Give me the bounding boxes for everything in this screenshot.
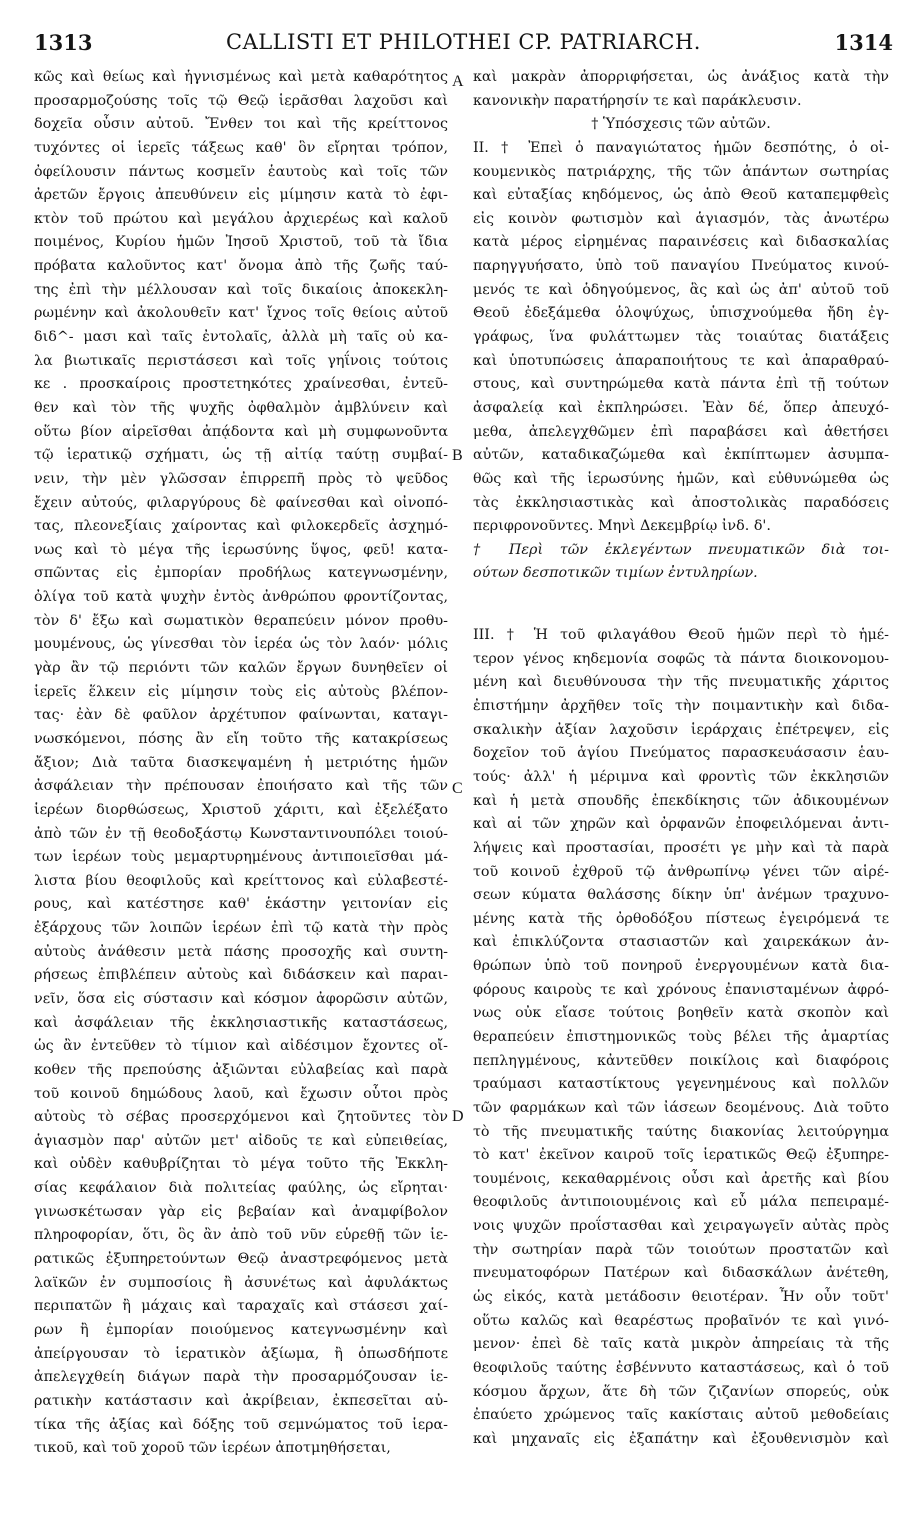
heading-line: † Περὶ τῶν ἐκλεγέντων πνευματικῶν διὰ τοι-: [473, 541, 889, 558]
text-line: φόρους καιροὺς τε καὶ χρόνους ἐπανισταμένων ἀφρό-: [473, 981, 889, 998]
text-line: τας, πλεονεξίαις χαίροντας καὶ φιλοκερδεῖς ἀσχημό-: [34, 518, 448, 535]
text-line: τοῦ κοινοῦ ἐχθροῦ τῷ ἀνθρωπίνῳ γένει τῶν αἱρέ-: [473, 863, 889, 880]
text-line: μουμένους, ὡς γίνεσθαι τὸν ἱερέα ὡς τὸν λαόν· μόλις: [34, 636, 448, 653]
text-line: ἱερεῖς ἕλκειν εἰς μίμησιν τοὺς εἰς αὐτοὺς βλέπον-: [34, 683, 448, 700]
text-line: πρόβατα καλοῦντος κατ' ὄνομα ἀπὸ τῆς ζωῆς ταύ-: [34, 258, 448, 275]
text-line: τῶν φαρμάκων καὶ τῶν ἰάσεων δεομένους. Διὰ τοῦτο: [473, 1099, 889, 1116]
text-line: σκαλικὴν ἀξίαν λαχοῦσιν ἱεράρχαις ἐπέτρεψεν, εἰς: [473, 721, 889, 738]
text-line: τίκα τῆς ἀξίας καὶ δόξης τοῦ σεμνώματος τοῦ ἱερα-: [34, 1416, 448, 1433]
text-line: ποιμένος, Κυρίου ἡμῶν Ἰησοῦ Χριστοῦ, τοῦ τὰ ἴδια: [34, 234, 448, 251]
page-number-left: 1313: [34, 30, 93, 55]
text-line: καὶ ἀσφάλειαν τῆς ἐκκλησιαστικῆς καταστάσεως,: [34, 1014, 448, 1031]
text-line: ἀπὸ τῶν ἐν τῇ θεοδοξάστῳ Κωνσταντινουπόλει τοιού-: [34, 825, 448, 842]
text-line: κόσμου ἄρχων, ἅτε δὴ τῶν ζιζανίων σπορεύς, οὐκ: [473, 1383, 889, 1400]
text-line: καὶ ἡ μετὰ σπουδῆς ἐπεκδίκησις τῶν ἀδικουμένων: [473, 792, 889, 809]
margin-marker-a: A: [452, 73, 464, 90]
text-line: Θεοῦ ἐδεξάμεθα ὁλοψύχως, ὑπισχνούμεθα ἤδη ἐγ-: [473, 305, 889, 322]
text-line: νωσκόμενοι, πόσης ἂν εἴη τοῦτο τῆς κατακρίσεως: [34, 730, 448, 747]
text-line: γράφως, ἵνα φυλάττωμεν τὰς τοιαύτας διατάξεις: [473, 329, 889, 346]
text-line: τυχόντες οἱ ἱερεῖς τάξεως καθ' ὃν εἴρηται τρόπον,: [34, 139, 448, 156]
text-line: ἁγιασμὸν παρ' αὐτῶν μετ' αἰδοῦς τε καὶ εὐπειθείας,: [34, 1132, 448, 1149]
text-line: κτὸν τοῦ πρώτου καὶ μεγάλου ἀρχιερέως καὶ καλοῦ: [34, 210, 448, 227]
text-line: νοις ψυχῶν προΐστασθαι καὶ χειραγωγεῖν αὐτὰς πρὸς: [473, 1218, 889, 1235]
text-line: ἄξιον; Διὰ ταῦτα διασκεψαμένη ἡ μετριότης ἡμῶν: [34, 754, 448, 771]
text-line: ρωμένην καὶ ἀκολουθεῖν κατ' ἴχνος τοῖς θείοις αὐτοῦ: [34, 305, 448, 322]
right-intro: [473, 66, 889, 113]
text-line: σπῶντας εἰς ἐμπορίαν προδήλως κατεγνωσμένην,: [34, 565, 448, 582]
text-line: ἀρετῶν ἔργοις ἀπευθύνειν εἰς μίμησιν κατὰ τὸ ἐφι-: [34, 187, 448, 204]
text-line: ἀσφάλειαν τὴν πρέπουσαν ἐποιήσατο καὶ τῆς τῶν: [34, 778, 448, 795]
text-line: ρων ἢ ἐμπορίαν ποιούμενος κατεγνωσμένην καὶ: [34, 1321, 448, 1338]
text-line: θεοφιλοῦς ταύτης ἐσβέννυτο καταστάσεως, καὶ ὁ τοῦ: [473, 1359, 889, 1376]
text-line: σεων κύματα θαλάσσης δίκην ὑπ' ἀνέμων τραχυνο-: [473, 887, 889, 904]
text-line: δοχεῖον τοῦ ἁγίου Πνεύματος παρασκευάσασιν ἑαυ-: [473, 745, 889, 762]
text-line: μενον· ἐπεὶ δὲ ταῖς κατὰ μικρὸν ἀπηρείαις τὰ τῆς: [473, 1336, 889, 1353]
text-line: θρώπων ὑπὸ τοῦ πονηροῦ ἐνεργουμένων κατὰ δια-: [473, 958, 889, 975]
text-line: ρατικῶς ἐξυπηρετούντων Θεῷ ἀναστρεφόμενος μετὰ: [34, 1251, 448, 1268]
text-line: δοχεῖα οὖσιν αὐτοῦ. Ἔνθεν τοι καὶ τῆς κρείττονος: [34, 116, 448, 133]
text-line: ἐπαύετο χρώμενος ταῖς κακίσταις αὐτοῦ μεθοδείαις: [473, 1407, 889, 1424]
text-line: προσαρμοζούσης τοῖς τῷ Θεῷ ἱερᾶσθαι λαχοῦσι καὶ: [34, 92, 448, 109]
text-line: ρατικὴν κατάστασιν καὶ ἀκρίβειαν, ἐκπεσεῖται αὐ-: [34, 1392, 448, 1409]
text-line: ρήσεως ἐπιβλέπειν αὐτοὺς καὶ διδάσκειν καὶ παραι-: [34, 967, 448, 984]
text-line: οὕτω βίον αἱρεῖσθαι ἀπᾴδοντα καὶ μὴ συμφωνοῦντα: [34, 423, 448, 440]
text-line: κουμενικὸς πατριάρχης, τῆς τῶν ἁπάντων σωτηρίας: [473, 163, 889, 180]
text-line: μένης κατὰ τῆς ὀρθοδόξου πίστεως ἐγειρόμενά τε: [473, 910, 889, 927]
text-line: νως οὐκ εἴασε τούτοις βοηθεῖν κατὰ σκοπὸν καὶ: [473, 1005, 889, 1022]
text-line: τας· ἐὰν δὲ φαῦλον ἀρχέτυπον φαίνωνται, καταγι-: [34, 707, 448, 724]
text-line: ὀλίγα τοῦ κατὰ ψυχὴν ἐντὸς ἀνθρώπου φροντίζοντας,: [34, 589, 448, 606]
text-line: οὕτω καλῶς καὶ θεαρέστως προβαῖνόν τε καὶ γινό-: [473, 1312, 889, 1329]
text-line: ἀσφαλείᾳ καὶ ἐκπληρώσει. Ἐὰν δέ, ὅπερ ἀπευχό-: [473, 399, 889, 416]
text-line: ὡς ἂν ἐντεῦθεν τὸ τίμιον καὶ αἰδέσιμον ἔχοντες οἴ-: [34, 1038, 448, 1055]
text-line: πεπληγμένους, κἀντεῦθεν ποικίλοις καὶ διαφόροις: [473, 1052, 889, 1069]
text-line: ὀφείλουσιν πάντως κοσμεῖν ἑαυτοὺς καὶ τοῖς τῶν: [34, 163, 448, 180]
left-column: [34, 66, 448, 1461]
text-line: τὸ κατ' ἐκεῖνον καιροῦ τοῖς ἱερατικῶς Θεῷ ἐξυπηρε-: [473, 1147, 889, 1164]
text-line: καὶ μακρὰν ἀπορριφήσεται, ὡς ἀνάξιος κατὰ τὴν: [473, 69, 889, 85]
text-line: κῶς καὶ θείως καὶ ἡγνισμένως καὶ μετὰ καθαρότητος: [34, 69, 448, 85]
margin-marker-d: D: [452, 1108, 464, 1125]
text-line: καὶ αἱ τῶν χηρῶν καὶ ὀρφανῶν ἐποφειλόμεναι ἀντι-: [473, 816, 889, 833]
text-line: κε . προσκαίροις προστετηκότες χραίνεσθαι, ἐντεῦ-: [34, 376, 448, 393]
text-line: των ἱερέων τοὺς μεμαρτυρημένους ἀντιποιεῖσθαι μά-: [34, 849, 448, 866]
text-line: ἀπείργουσαν τὸ ἱερατικὸν ἀξίωμα, ἢ ὁπωσδήποτε: [34, 1345, 448, 1362]
text-line: κοθεν τῆς πρεπούσης ἀξιῶνται εὐλαβείας καὶ παρὰ: [34, 1061, 448, 1078]
text-line: τοῦ κοινοῦ δημώδους λαοῦ, καὶ ἔχωσιν οὗτοι πρὸς: [34, 1085, 448, 1102]
text-line: πληροφορίαν, ὅτι, ὃς ἂν ἀπὸ τοῦ νῦν εὑρεθῇ τῶν ἱε-: [34, 1227, 448, 1244]
text-line: ἱερέων διορθώσεως, Χριστοῦ χάριτι, καὶ ἐξελέξατο: [34, 801, 448, 818]
text-line: III. † Ἡ τοῦ φιλαγάθου Θεοῦ ἡμῶν περὶ τὸ ἡμέ-: [473, 627, 889, 644]
text-line: τὰς ἐκκλησιαστικὰς καὶ ἀποστολικὰς παραδόσεις: [473, 494, 889, 511]
text-line: μεθα, ἀπελεγχθῶμεν ἐπὶ παραβάσει καὶ ἀθετήσει: [473, 423, 889, 440]
text-line: εἰς κοινὸν φωτισμὸν καὶ ἁγιασμόν, τὰς ἀνωτέρω: [473, 210, 889, 227]
text-line: ὡς εἰκός, κατὰ μετάδοσιν θειοτέραν. Ἦν οὖν τοῦτ': [473, 1289, 889, 1306]
text-line: II. † Ἐπεὶ ὁ παναγιώτατος ἡμῶν δεσπότης, ὁ οἰ-: [473, 139, 889, 156]
text-line: τραύμασι καταστίκτους γεγενημένους καὶ πολλῶν: [473, 1076, 889, 1093]
text-line: τῷ ἱερατικῷ σχήματι, ὡς τῇ αἰτίᾳ ταύτῃ συμβαί-: [34, 447, 448, 464]
page-header: [34, 30, 893, 60]
text-line: γὰρ ἂν τῷ περιόντι τῶν καλῶν ἔργων δυνηθεῖεν οἱ: [34, 660, 448, 677]
text-line: καὶ εὐταξίας κηδόμενος, ὡς ἀπὸ Θεοῦ καταπεμφθεὶς: [473, 187, 889, 204]
text-line: περιπατῶν ἢ μάχαις καὶ ταραχαῖς καὶ στάσεσι χαί-: [34, 1298, 448, 1315]
text-line: τὴν σωτηρίαν παρὰ τῶν τοιούτων προστατῶν καὶ: [473, 1241, 889, 1258]
text-line: λαϊκῶν ἐν συμποσίοις ἢ ἀσυνέτως καὶ ἀφυλάκτως: [34, 1274, 448, 1291]
text-line: κανονικὴν παρατήρησίν τε καὶ παράκλευσιν.: [473, 92, 802, 109]
text-line: αὐτοὺς τὸ σέβας προσερχόμενοι καὶ ζητοῦντες τὸν: [34, 1109, 448, 1126]
text-line: θεραπεύειν ἐπιστημονικῶς τοὺς βέλει τῆς ἁμαρτίας: [473, 1028, 889, 1045]
text-line: λα βιωτικαῖς περιστάσεσι καὶ τοῖς γηΐνοις τούτοις: [34, 352, 448, 369]
right-column: [473, 66, 889, 1452]
text-line: θεν καὶ τὸν τῆς ψυχῆς ὀφθαλμὸν ἀμβλύνειν καὶ: [34, 399, 448, 416]
text-line: καὶ οὐδὲν καθυβρίζηται τὸ μέγα τοῦτο τῆς Ἐκκλη-: [34, 1156, 448, 1173]
text-line: πνευματοφόρων Πατέρων καὶ διδασκάλων ἀνέτεθη,: [473, 1265, 889, 1282]
text-line: καὶ ὑποτυπώσεις ἀπαραποιήτους τε καὶ ἀπαραθραύ-: [473, 352, 889, 369]
text-line: σίας κεφάλαιον διὰ πολιτείας φαύλης, ὡς εἴρηται·: [34, 1180, 448, 1197]
text-line: τούς· ἀλλ' ἡ μέριμνα καὶ φροντὶς τῶν ἐκκλησιῶν: [473, 768, 889, 785]
text-line: τὸ τῆς πνευματικῆς ταύτης διακονίας λειτούργημα: [473, 1123, 889, 1140]
text-line: της ἐπὶ τὴν μέλλουσαν καὶ τοῖς δικαίοις ἀποκεκλη-: [34, 281, 448, 298]
text-line: διδ^- μασι καὶ ταῖς ἐντολαῖς, ἀλλὰ μὴ ταῖς οὐ κα-: [34, 329, 448, 346]
section-heading-elected: [473, 539, 889, 586]
text-line: νως καὶ τὸ μέγα τῆς ἱερωσύνης ὕψος, φεῦ! κατα-: [34, 541, 448, 558]
text-line: νειν, τὴν μὲν γλῶσσαν ἐπιρρεπῆ πρὸς τὸ ψεῦδος: [34, 470, 448, 487]
text-line: θῶς καὶ τῆς ἱερωσύνης ἡμῶν, καὶ εὐθυνώμεθα ὡς: [473, 470, 889, 487]
section-iii: [473, 624, 889, 1451]
text-line: θεοφιλοῦς ἀντιποιουμένοις καὶ εὖ μάλα πεπειραμέ-: [473, 1194, 889, 1211]
text-line: κατὰ μέρος εἰρημένας παραινέσεις καὶ διδασκαλίας: [473, 234, 889, 251]
section-heading-promise: † Ὑπόσχεσις τῶν αὐτῶν.: [591, 116, 771, 133]
text-line: τὸν δ' ἔξω καὶ σωματικὸν θεραπεύειν μόνον προθυ-: [34, 612, 448, 629]
text-line: καὶ μηχαναῖς εἰς ἐξαπάτην καὶ ἐξουθενισμὸν καὶ: [473, 1430, 889, 1447]
text-line: αὐτῶν, καταδικαζώμεθα καὶ ἐκπίπτωμεν ἀσυμπα-: [473, 447, 889, 464]
page-number-right: 1314: [834, 30, 893, 55]
margin-marker-b: B: [452, 447, 463, 464]
text-line: ἔχειν αὐτούς, φιλαργύρους δὲ φαίνεσθαι καὶ οἰνοπό-: [34, 494, 448, 511]
text-line: καὶ ἐπικλύζοντα στασιαστῶν καὶ χαιρεκάκων ἀν-: [473, 934, 889, 951]
running-title: CALLISTI ET PHILOTHEI CP. PATRIARCH.: [226, 30, 701, 54]
text-line: ρους, καὶ κατέστησε καθ' ἑκάστην γειτονίαν εἰς: [34, 896, 448, 913]
text-line: ἀπελεγχθείη διάγων παρὰ τὴν προσαρμόζουσαν ἱε-: [34, 1369, 448, 1386]
text-line: αὐτοὺς ἀνάθεσιν μετὰ πάσης προσοχῆς καὶ συντη-: [34, 943, 448, 960]
text-line: τουμένοις, κεκαθαρμένοις οὖσι καὶ ἀρετῆς καὶ βίου: [473, 1170, 889, 1187]
margin-marker-c: C: [452, 780, 463, 797]
text-line: περιφρονοῦντες. Μηνὶ Δεκεμβρίῳ ἰνδ. δ'.: [473, 518, 771, 535]
text-line: μενός τε καὶ ὁδηγούμενος, ἃς καὶ ὡς ἀπ' αὐτοῦ τοῦ: [473, 281, 889, 298]
text-line: μένη καὶ διευθύνουσα τὴν τῆς πνευματικῆς χάριτος: [473, 674, 889, 691]
text-line: τικοῦ, καὶ τοῦ χοροῦ τῶν ἱερέων ἀποτμηθήσεται,: [34, 1440, 391, 1457]
text-line: παρηγγυήσατο, ὑπὸ τοῦ παναγίου Πνεύματος κινού-: [473, 258, 889, 275]
text-line: λήψεις καὶ προστασίαι, προσέτι γε μὴν καὶ τὰ παρὰ: [473, 839, 889, 856]
section-ii: [473, 137, 889, 539]
heading-line: ούτων δεσποτικῶν τιμίων ἐντυληρίων.: [473, 565, 758, 582]
text-line: νεῖν, ὅσα εἰς σύστασιν καὶ κόσμον ἀφορῶσιν αὐτῶν,: [34, 990, 448, 1007]
text-line: ἐξάρχους τῶν λοιπῶν ἱερέων ἐπὶ τῷ κατὰ τὴν πρὸς: [34, 920, 448, 937]
text-line: γινωσκέτωσαν γὰρ εἰς βεβαίαν καὶ ἀναμφίβολον: [34, 1203, 448, 1220]
text-line: ἐπιστήμην ἀρχῆθεν τοῖς τὴν ποιμαντικὴν καὶ διδα-: [473, 698, 889, 715]
text-line: στους, καὶ συντηρώμεθα κατὰ πάντα ἐπὶ τῇ τούτων: [473, 376, 889, 393]
text-line: λιστα βίου θεοφιλοῦς καὶ κρείττονος καὶ εὐλαβεστέ-: [34, 872, 448, 889]
text-line: τερον γένος κηδεμονία σοφῶς τὰ πάντα διοικονομου-: [473, 650, 889, 667]
